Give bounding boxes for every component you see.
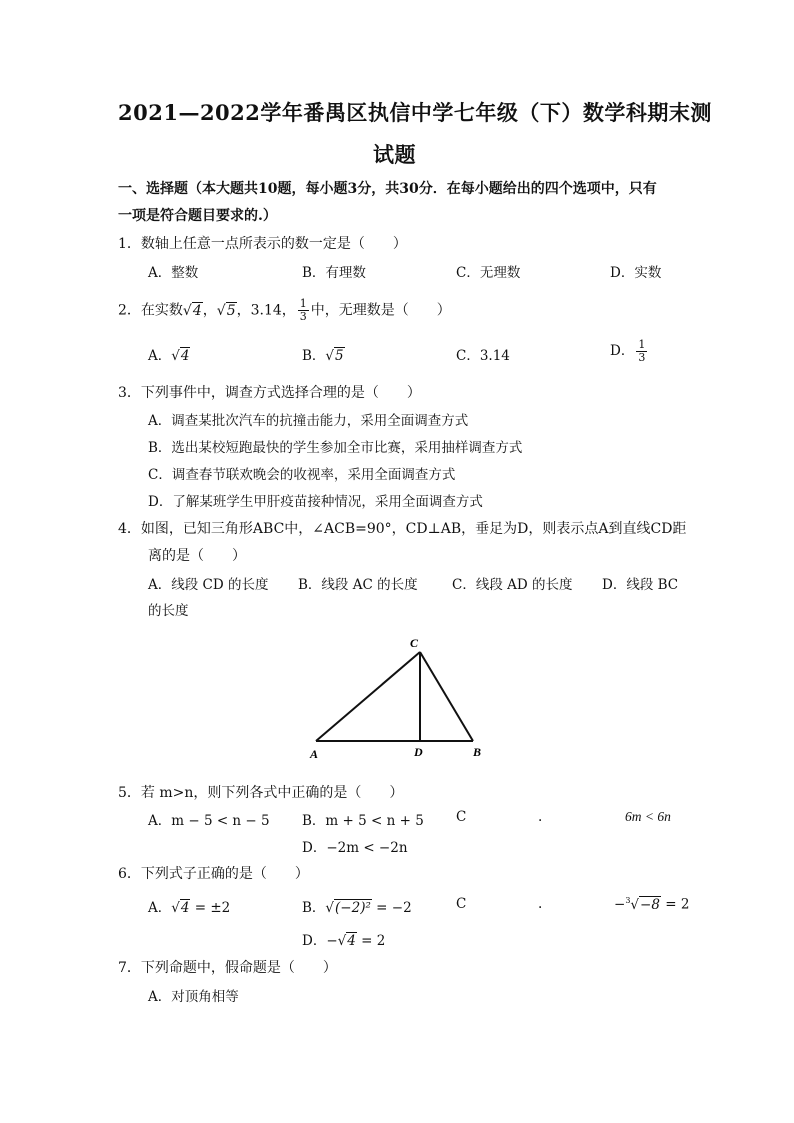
q4-stem-line1: 4．如图，已知三角形ABC中，∠ACB=90°，CD⊥AB，垂足为D，则表示点A到直线CD距 (118, 521, 687, 537)
q6-option-b: B．√(−2)² = −2 (302, 900, 412, 916)
q1-option-d: D．实数 (610, 265, 662, 281)
q5-option-b: B．m + 5 < n + 5 (302, 813, 424, 829)
q3-option-b: B．选出某校短跑最快的学生参加全市比赛，采用抽样调查方式 (148, 440, 523, 456)
q3-option-c: C．调查春节联欢晚会的收视率，采用全面调查方式 (148, 467, 456, 483)
q2-sep1: ， (202, 302, 217, 319)
q2-option-a: A．√4 (148, 348, 190, 364)
q2-option-d: D． $\frac{1}{3}$ (610, 338, 646, 364)
segment-ac (316, 652, 420, 741)
q4-option-a: A．线段 CD 的长度 (148, 577, 269, 593)
q5-option-a: A．m − 5 < n − 5 (148, 813, 270, 829)
label-c: C (410, 636, 419, 650)
q7-stem: 7．下列命题中，假命题是（ ） (118, 960, 337, 976)
sqrt5-expr: √5 (216, 302, 236, 319)
page-title-line1: 2021—2022学年番禺区执信中学七年级（下）数学科期末测 (118, 100, 712, 125)
triangle-figure (300, 630, 500, 765)
q6-option-a: A．√4 = ±2 (148, 900, 231, 916)
q5-option-c-expr: 6m < 6n (625, 809, 671, 824)
sqrt4-expr: √4 (182, 302, 202, 319)
q3-stem: 3．下列事件中，调查方式选择合理的是（ ） (118, 385, 421, 401)
q2-sep2: ，3.14， (236, 302, 296, 319)
q6-option-c-dot: . (538, 896, 543, 912)
one-third-fraction: $\frac{1}{3}$ (299, 297, 307, 323)
q2-option-c: C．3.14 (456, 348, 510, 364)
q1-stem: 1．数轴上任意一点所表示的数一定是（ ） (118, 236, 407, 252)
q5-option-d: D．−2m < −2n (302, 840, 408, 856)
label-d: D (414, 745, 423, 759)
q5-option-c-dot: . (538, 809, 543, 825)
q4-stem-line2: 离的是（ ） (148, 548, 246, 564)
q2-stem-post: 中，无理数是（ ） (310, 302, 451, 319)
q3-option-d: D．了解某班学生甲肝疫苗接种情况，采用全面调查方式 (148, 494, 483, 510)
q1-option-a: A．整数 (148, 265, 199, 281)
q4-option-d: D．线段 BC (602, 577, 679, 593)
label-a: A (310, 747, 319, 761)
page-title-line2: 试题 (373, 142, 416, 167)
q5-option-c-label: C (456, 809, 467, 825)
q3-option-a: A．调查某批次汽车的抗撞击能力，采用全面调查方式 (148, 413, 469, 429)
q2-option-b: B．√5 (302, 348, 344, 364)
q6-stem: 6．下列式子正确的是（ ） (118, 866, 309, 882)
q7-option-a: A．对顶角相等 (148, 989, 239, 1005)
q6-option-c-label: C (456, 896, 467, 912)
section-heading-line1: 一、选择题（本大题共10题，每小题3分，共30分．在每小题给出的四个选项中，只有 (118, 181, 657, 197)
q4-option-c: C．线段 AD 的长度 (452, 577, 573, 593)
q6-option-c-expr: −$^3$√−8 = 2 (614, 896, 690, 913)
section-heading-line2: 一项是符合题目要求的.） (118, 208, 277, 224)
q2-stem (118, 298, 451, 323)
q1-option-b: B．有理数 (302, 265, 366, 281)
q1-option-c: C．无理数 (456, 265, 521, 281)
segment-bc (420, 652, 473, 741)
q6-option-d: D．−√4 = 2 (302, 933, 386, 949)
label-b: B (473, 745, 482, 759)
q4-option-b: B．线段 AC 的长度 (298, 577, 418, 593)
q2-stem-pre: 2．在实数 (118, 302, 183, 319)
q5-stem: 5．若 m>n，则下列各式中正确的是（ ） (118, 785, 404, 801)
q4-option-d-cont: 的长度 (148, 603, 189, 619)
